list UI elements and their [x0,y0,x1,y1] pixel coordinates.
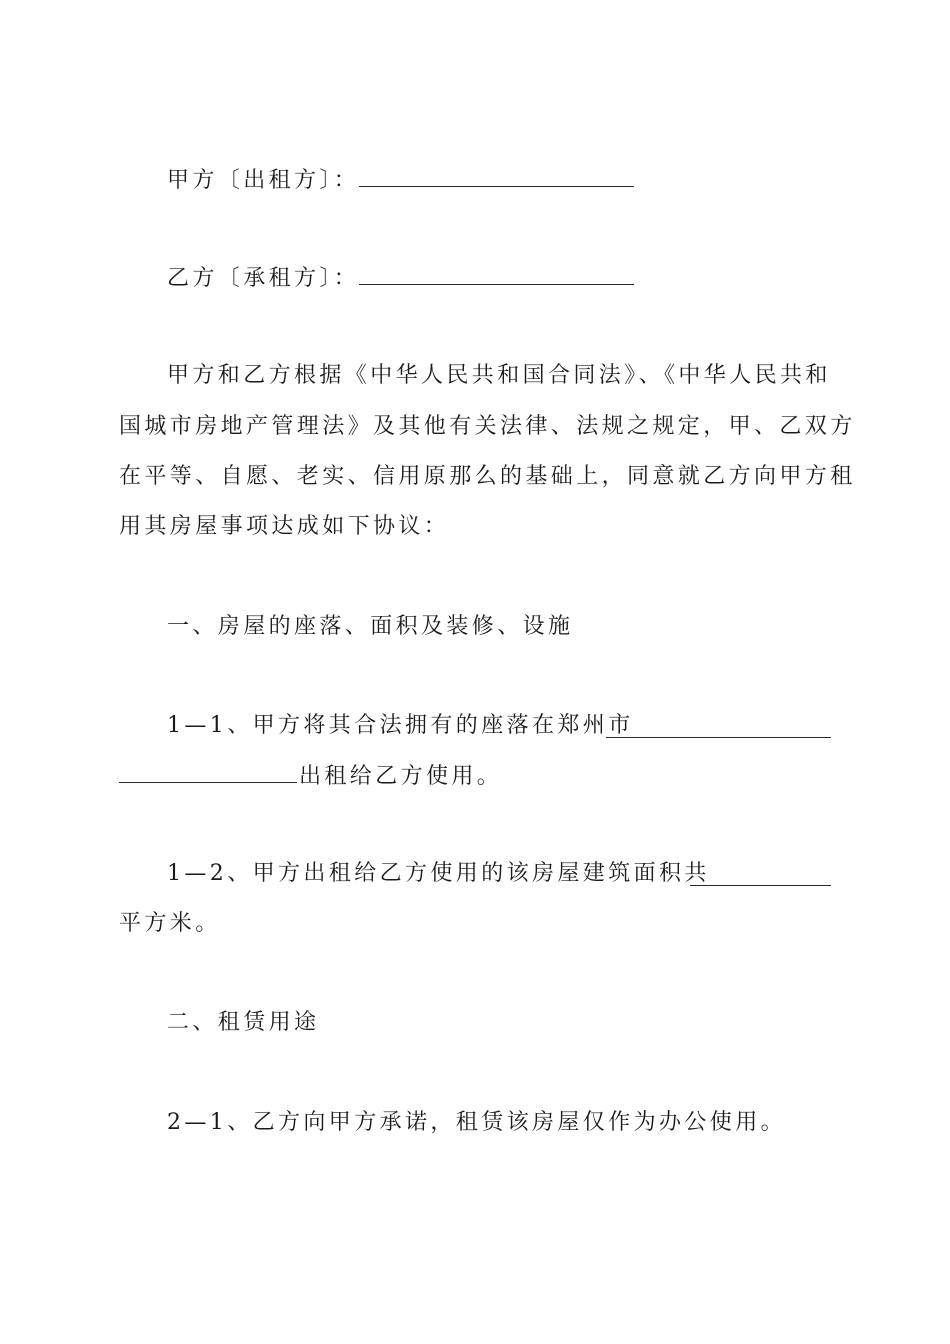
party-a-line [167,168,831,193]
clause-1-1-text-a: 1—1、甲方将其合法拥有的座落在郑州市 [167,713,634,738]
party-b-line [167,266,831,291]
party-a-label: 甲方〔出租方〕： [167,168,360,193]
party-b-label: 乙方〔承租方〕： [167,266,360,291]
clause-1-2-text-a: 1—2、甲方出租给乙方使用的该房屋建筑面积共 [167,861,710,886]
clause-1-1-location-blank-a [606,737,831,738]
clause-1-2-area-blank [690,885,831,886]
clause-1-2-line-2: 平方米。 [119,911,221,936]
intro-line-2: 国城市房地产管理法》及其他有关法律、法规之规定，甲、乙双方 [119,414,856,439]
clause-1-1-text-b: 出租给乙方使用。 [299,764,503,789]
intro-line-4: 用其房屋事项达成如下协议： [119,514,450,539]
section-2-heading: 二、租赁用途 [167,1010,320,1035]
section-1-heading: 一、房屋的座落、面积及装修、设施 [167,614,574,639]
party-b-blank [359,266,634,285]
clause-1-1-line-2 [119,764,831,789]
intro-line-3: 在平等、自愿、老实、信用原那么的基础上，同意就乙方向甲方租 [119,464,856,489]
clause-1-1-location-blank-b [119,764,297,783]
party-a-blank [359,168,634,187]
clause-1-1-line-1 [167,714,831,738]
intro-line-1: 甲方和乙方根据《中华人民共和国合同法》、《中华人民共和 [167,363,831,388]
clause-1-2-line-1 [167,862,831,886]
clause-2-1-line: 2—1、乙方向甲方承诺，租赁该房屋仅作为办公使用。 [167,1110,786,1135]
